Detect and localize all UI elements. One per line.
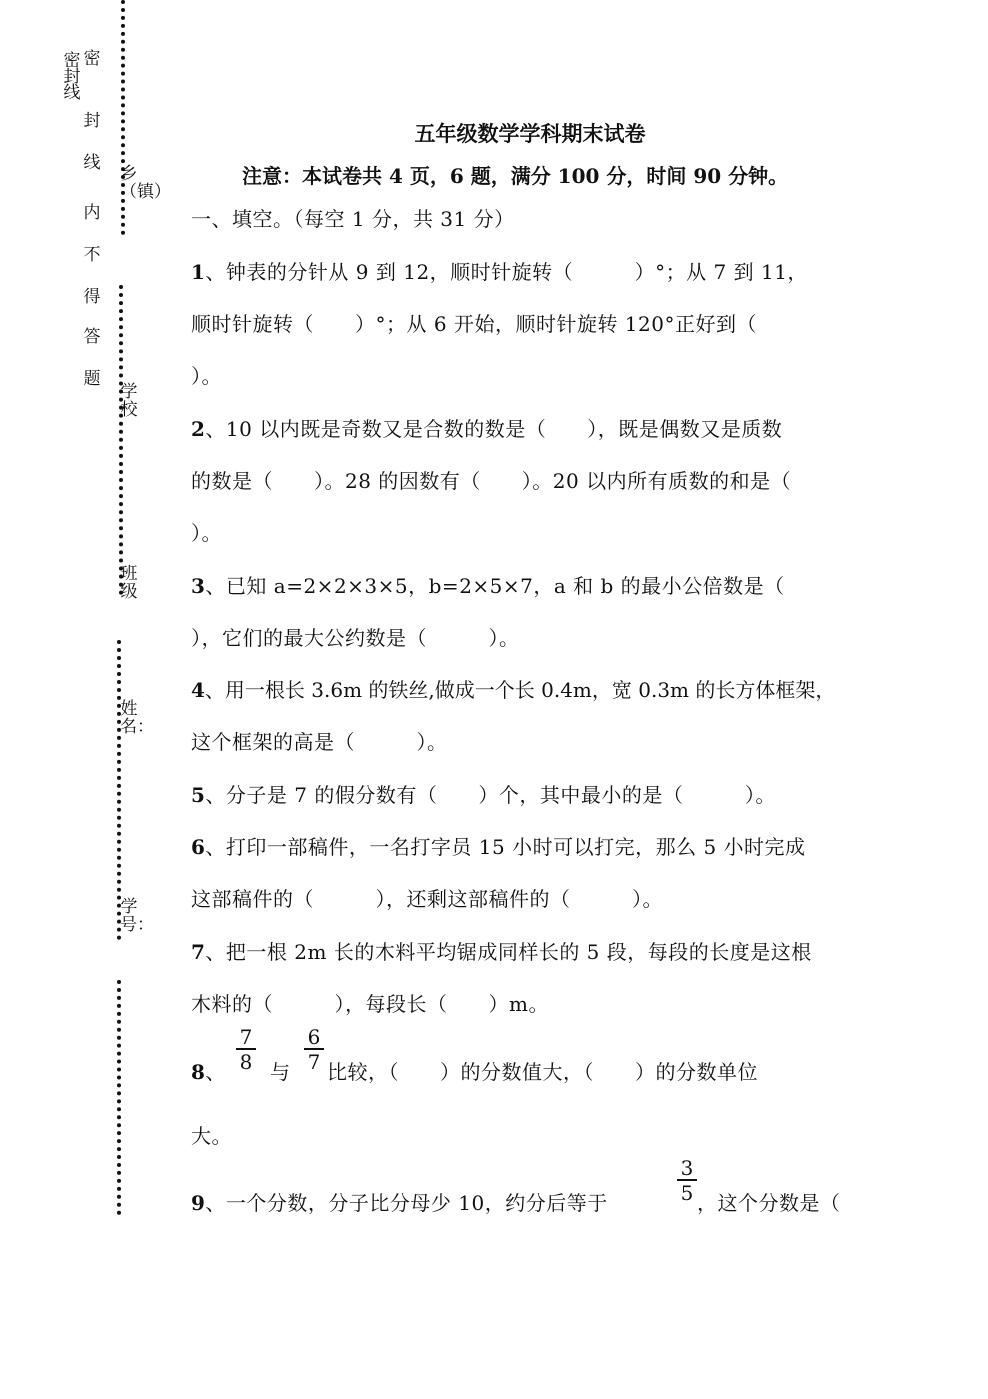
- question-number: 4: [191, 678, 205, 702]
- seal-char-3: 内: [83, 203, 101, 223]
- seal-corner-4: 线: [63, 83, 81, 103]
- exam-notice: 注意：本试卷共 4 页，6 题，满分 100 分，时间 90 分钟。: [242, 164, 789, 188]
- question-number: 9: [191, 1191, 206, 1215]
- question-number: 3: [191, 574, 206, 598]
- seal-corner-2: 密: [63, 51, 81, 71]
- question-text: 、10 以内既是奇数又是合数的数是（ ），既是偶数又是质数: [205, 417, 783, 441]
- question-6-line-2: 这部稿件的（ ），还剩这部稿件的（ ）。: [191, 887, 663, 911]
- seal-char-4: 不: [83, 245, 101, 265]
- exam-title: 五年级数学学科期末试卷: [414, 121, 646, 146]
- question-2-line-3: ）。: [191, 521, 222, 545]
- fraction-numerator: 6: [304, 1026, 324, 1050]
- seal-corner-1: 密: [83, 49, 101, 69]
- seal-char-1: 封: [83, 111, 101, 131]
- section-heading: 一、填空。（每空 1 分，共 31 分）: [191, 207, 515, 231]
- fraction-numerator: 3: [677, 1157, 697, 1181]
- question-8-line-1: [191, 1056, 226, 1085]
- seal-dotted-line-middle: [119, 285, 123, 595]
- question-3-line-2: ），它们的最大公约数是（ ）。: [191, 626, 520, 650]
- fraction-3-5: [677, 1157, 697, 1205]
- question-number: 7: [191, 940, 206, 964]
- question-4-line-1: [191, 674, 835, 703]
- question-number: 5: [191, 783, 206, 807]
- question-text: 、已知 a=2×2×3×5，b=2×5×7，a 和 b 的最小公倍数是（: [205, 574, 785, 598]
- question-text: 、打印一部稿件，一名打字员 15 小时可以打完，那么 5 小时完成: [205, 835, 806, 859]
- question-text: 、把一根 2m 长的木料平均锯成同样长的 5 段，每段的长度是这根: [205, 940, 812, 964]
- question-8-with: 与: [270, 1060, 291, 1084]
- fraction-denominator: 5: [680, 1181, 694, 1205]
- seal-corner-3: 封: [63, 67, 81, 87]
- fraction-numerator: 7: [236, 1026, 256, 1050]
- question-text: 、钟表的分针从 9 到 12，顺时针旋转（ ）°；从 7 到 11，: [205, 260, 808, 284]
- question-3-line-1: [191, 570, 785, 599]
- seal-field-school: 学校: [120, 382, 138, 420]
- seal-field-class: 班级: [120, 564, 138, 602]
- question-9-line-1: [191, 1187, 608, 1216]
- fraction-7-8: [236, 1026, 256, 1074]
- seal-char-7: 题: [83, 369, 101, 389]
- question-7-line-2: 木料的（ ），每段长（ ）m。: [191, 992, 549, 1016]
- question-1-line-1: [191, 256, 808, 285]
- question-9-rest: ，这个分数是（: [697, 1191, 841, 1215]
- fraction-denominator: 7: [307, 1050, 321, 1074]
- fraction-6-7: [304, 1026, 324, 1074]
- question-number: 6: [191, 835, 206, 859]
- seal-char-2: 线: [83, 153, 101, 173]
- seal-dotted-line-lower: [117, 640, 121, 940]
- question-text: 、分子是 7 的假分数有（ ）个，其中最小的是（ ）。: [205, 783, 776, 807]
- question-text: 、: [205, 1060, 226, 1084]
- question-2-line-1: [191, 413, 782, 442]
- seal-char-5: 得: [83, 287, 101, 307]
- seal-field-name: 姓名：: [120, 699, 154, 737]
- question-8-line-2: 大。: [191, 1124, 232, 1148]
- question-number: 8: [191, 1060, 206, 1084]
- question-6-line-1: [191, 831, 806, 860]
- seal-field-township: 乡（镇）: [120, 164, 171, 202]
- question-5-line-1: [191, 779, 776, 808]
- question-1-line-3: ）。: [191, 364, 222, 388]
- seal-char-6: 答: [83, 327, 101, 347]
- fraction-denominator: 8: [239, 1050, 253, 1074]
- question-number: 2: [191, 417, 206, 441]
- seal-field-student-id: 学号：: [120, 897, 154, 935]
- question-1-line-2: 顺时针旋转（ ）°；从 6 开始，顺时针旋转 120°正好到（: [191, 312, 757, 336]
- seal-dotted-line-bottom: [117, 980, 121, 1215]
- question-8-rest: 比较，（ ）的分数值大，（ ）的分数单位: [327, 1060, 758, 1084]
- question-number: 1: [191, 260, 206, 284]
- question-7-line-1: [191, 936, 812, 965]
- question-4-line-2: 这个框架的高是（ ）。: [191, 730, 448, 754]
- question-text: 、用一根长 3.6m 的铁丝,做成一个长 0.4m，宽 0.3m 的长方体框架，: [204, 678, 836, 702]
- question-2-line-2: 的数是（ ）。28 的因数有（ ）。20 以内所有质数的和是（: [191, 469, 792, 493]
- question-text: 、一个分数，分子比分母少 10，约分后等于: [205, 1191, 608, 1215]
